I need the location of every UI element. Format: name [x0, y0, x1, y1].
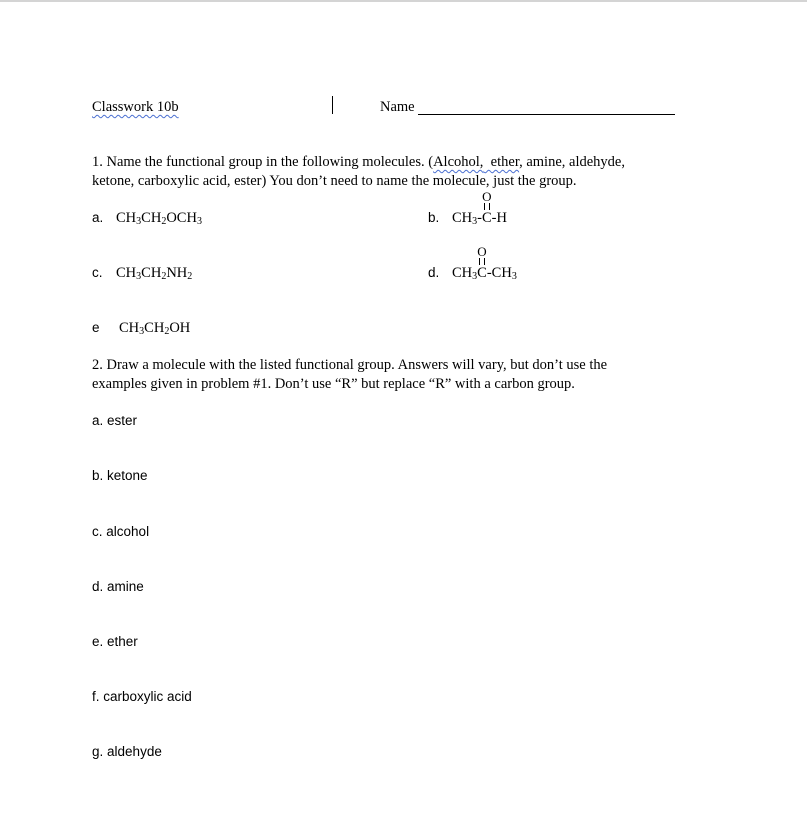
double-bond: [484, 203, 490, 210]
q2-item-ketone: b. ketone: [92, 468, 148, 483]
q2-item-aldehyde: g. aldehyde: [92, 744, 162, 759]
q1-item-a: a. $CH_3CH_2OCH_3$: [92, 210, 202, 227]
worksheet-title: Classwork 10b: [92, 99, 179, 115]
q2-item-ether: e. ether: [92, 634, 138, 649]
window-top-border: [0, 0, 807, 2]
q1-item-d: d. $CH_3$ O $C-CH_3$: [428, 244, 517, 282]
q2-item-amine: d. amine: [92, 579, 144, 594]
double-bond: [479, 258, 485, 265]
q1-item-c: c. $CH_3CH_2NH_2$: [92, 265, 193, 282]
q2-item-ester: a. ester: [92, 413, 138, 428]
question-1-text: 1. Name the functional group in the following molecules. (Alcohol, ether, amine, aldehyde, ketone, carboxylic acid, ester) You don’t need to name the molecule, just the group.: [92, 154, 625, 189]
carbonyl-group: O C: [477, 244, 487, 281]
q2-item-carboxylic-acid: f. carboxylic acid: [92, 689, 192, 704]
name-blank-line: [418, 114, 675, 115]
question-2-text: 2. Draw a molecule with the listed functional group. Answers will vary, but don’t use the examples given in problem #1. Don’t use “R” but replace “R” with a carbon group.: [92, 357, 608, 392]
q1-item-e: e $CH_3CH_2OH$: [92, 320, 191, 337]
q2-item-alcohol: c. alcohol: [92, 524, 150, 539]
q1-item-b: b. $CH_3-$ O C-H: [428, 189, 507, 227]
name-label: Name: [380, 99, 415, 115]
text-cursor: [332, 96, 333, 114]
carbonyl-group: O C: [482, 189, 492, 226]
